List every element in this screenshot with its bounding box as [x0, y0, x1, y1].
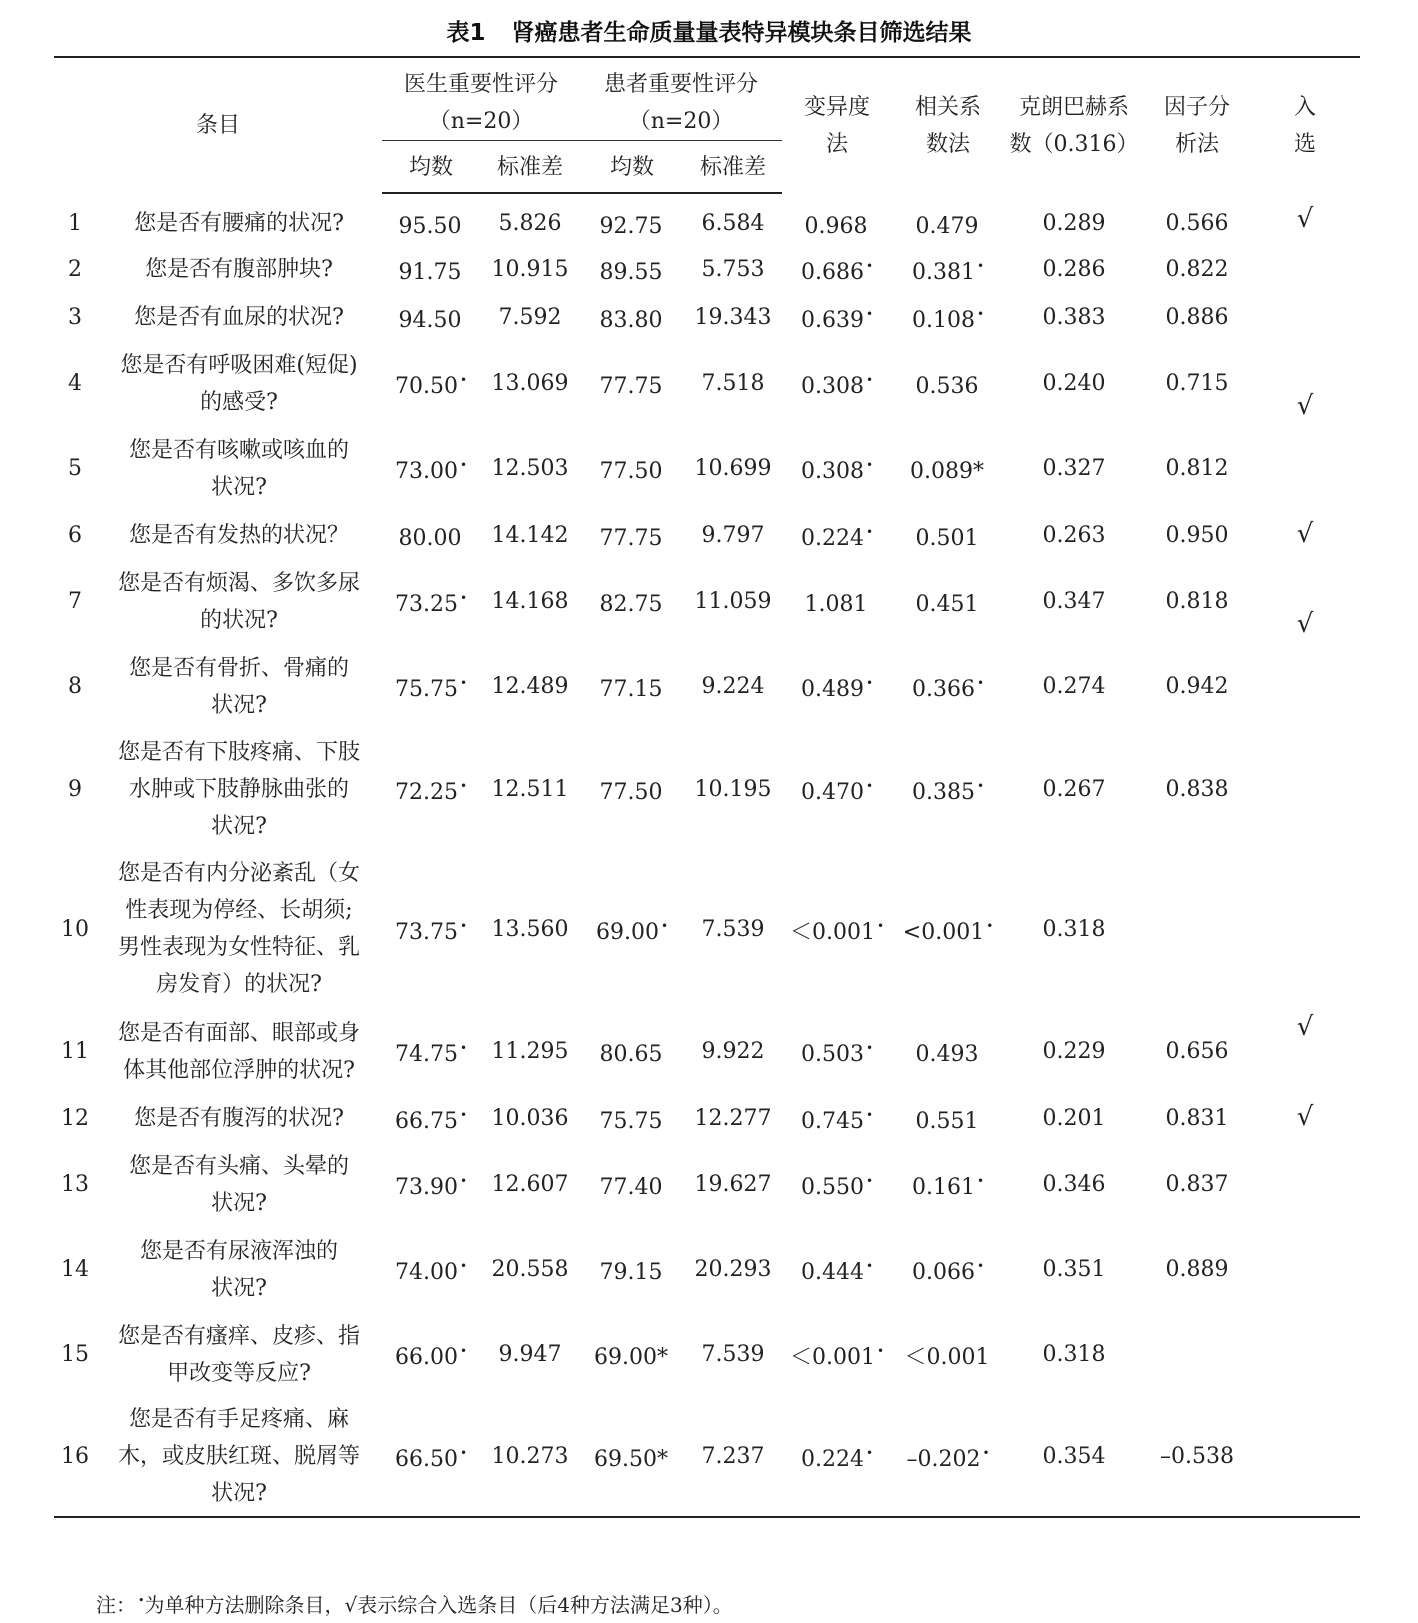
alpha-value: 0.346 — [1042, 1172, 1106, 1197]
patient-mean: 82.75 — [599, 592, 663, 617]
deletion-mark: • — [866, 1446, 874, 1460]
factor-value — [1144, 849, 1250, 1009]
header-cv: 变异度 法 — [804, 94, 871, 157]
alpha-value: 0.351 — [1042, 1257, 1106, 1282]
check-icon: √ — [1296, 609, 1314, 639]
table-row — [54, 341, 1360, 426]
check-icon: √ — [1296, 204, 1314, 234]
table-row — [54, 729, 1360, 849]
patient-mean: 92.75 — [599, 214, 663, 239]
patient-sd: 7.539 — [701, 916, 765, 942]
patient-mean: 80.65 — [599, 1042, 663, 1067]
deletion-mark: • — [459, 778, 468, 793]
doctor-mean: 74.75 • — [394, 1041, 468, 1067]
selected-mark — [1250, 559, 1360, 644]
deletion-mark: • — [459, 591, 468, 605]
table-row — [54, 644, 1360, 729]
note-mark: • — [138, 1594, 145, 1607]
selected-mark — [1250, 849, 1360, 1009]
selected-mark — [1250, 1142, 1360, 1227]
cv-value: 0.503 • — [801, 1041, 874, 1067]
cv-value: 0.686 • — [801, 258, 874, 285]
results-table — [54, 56, 1360, 1518]
corr-value: 0.108 • — [912, 306, 985, 333]
table-row — [54, 1397, 1360, 1517]
patient-sd: 9.922 — [701, 1039, 765, 1064]
patient-sd: 7.539 — [701, 1342, 765, 1367]
doctor-sd: 9.947 — [498, 1342, 562, 1367]
deletion-mark: • — [866, 1174, 874, 1188]
doctor-sd: 20.558 — [491, 1257, 569, 1282]
factor-value: 0.837 — [1165, 1172, 1229, 1197]
deletion-mark: • — [459, 1174, 468, 1188]
corr-value: 0.493 — [915, 1042, 979, 1067]
factor-value: 0.656 — [1165, 1039, 1229, 1064]
selected-mark — [1250, 245, 1360, 293]
deletion-mark: • — [866, 373, 874, 387]
corr-value: 0.066 • — [912, 1259, 985, 1285]
table-body — [54, 193, 1360, 1517]
item-text: 您是否有骨折、骨痛的 状况? — [129, 655, 350, 718]
alpha-value: 0.263 — [1042, 522, 1106, 548]
alpha-value: 0.347 — [1042, 589, 1106, 614]
cv-value: 0.224 • — [801, 1446, 874, 1472]
item-number: 15 — [61, 1342, 89, 1367]
doctor-sd: 12.489 — [491, 674, 569, 699]
deletion-mark: • — [866, 258, 874, 273]
doctor-sd: 10.273 — [491, 1444, 569, 1469]
corr-value: –0.202 • — [906, 1446, 990, 1472]
cv-value: 0.308 • — [801, 458, 874, 484]
patient-mean: 77.50 — [599, 459, 663, 484]
selected-mark — [1250, 1009, 1360, 1094]
cv-value: 0.639 • — [801, 306, 874, 333]
corr-value: 0.366 • — [912, 676, 985, 702]
doctor-sd: 12.511 — [491, 776, 569, 802]
doctor-mean: 73.75 • — [394, 918, 468, 945]
doctor-mean: 75.75 • — [394, 676, 468, 702]
doctor-mean: 70.50 • — [394, 373, 468, 399]
factor-value: 0.818 — [1165, 589, 1229, 614]
cv-value: ＜0.001 • — [790, 1344, 885, 1370]
alpha-value: 0.267 — [1042, 776, 1106, 802]
item-text: 您是否有咳嗽或咳血的 状况? — [129, 437, 350, 500]
alpha-value: 0.201 — [1042, 1105, 1106, 1131]
table-row — [54, 1094, 1360, 1142]
doctor-mean: 66.75 • — [394, 1107, 468, 1134]
alpha-value: 0.286 — [1042, 256, 1106, 282]
corr-value: 0.385 • — [912, 778, 985, 805]
corr-value: 0.161 • — [912, 1174, 985, 1200]
selected-mark — [1250, 1312, 1360, 1397]
corr-value: 0.451 — [915, 592, 979, 617]
factor-value — [1144, 1312, 1250, 1397]
patient-mean: 83.80 — [599, 307, 663, 333]
doctor-sd: 13.069 — [491, 371, 569, 396]
patient-sd: 9.797 — [701, 522, 765, 548]
item-number: 13 — [61, 1172, 89, 1197]
selected-mark — [1250, 644, 1360, 729]
item-text: 您是否有下肢疼痛、下肢 水肿或下肢静脉曲张的 状况? — [118, 739, 361, 839]
patient-mean: 77.75 — [599, 374, 663, 399]
patient-sd: 5.753 — [701, 256, 765, 282]
patient-sd: 10.195 — [694, 776, 772, 802]
selected-mark — [1250, 511, 1360, 559]
table-row — [54, 293, 1360, 341]
factor-value: –0.538 — [1160, 1444, 1235, 1469]
patient-sd: 11.059 — [694, 589, 772, 614]
patient-mean: 77.50 — [599, 779, 663, 805]
deletion-mark: • — [866, 524, 874, 539]
header-factor: 因子分 析法 — [1164, 94, 1231, 157]
patient-mean: 69.00 • — [596, 918, 669, 945]
table-row — [54, 1227, 1360, 1312]
table-row — [54, 1312, 1360, 1397]
item-number: 3 — [68, 304, 82, 330]
table-header — [54, 57, 1360, 193]
cv-value: 1.081 — [804, 592, 868, 617]
item-number: 4 — [68, 371, 82, 396]
alpha-value: 0.318 — [1042, 1342, 1106, 1367]
item-number: 8 — [68, 674, 82, 699]
doctor-sd: 10.036 — [491, 1105, 569, 1131]
header-alpha: 克朗巴赫系 数（0.316） — [1009, 94, 1139, 157]
selected-mark — [1250, 426, 1360, 511]
alpha-value: 0.274 — [1042, 674, 1106, 699]
item-text: 您是否有腹部肿块? — [145, 256, 333, 282]
factor-value: 0.831 — [1165, 1105, 1229, 1131]
selected-mark — [1250, 1397, 1360, 1517]
deletion-mark: • — [986, 918, 994, 933]
table-caption — [0, 14, 1418, 47]
table-row — [54, 1009, 1360, 1094]
patient-mean: 69.50* — [594, 1447, 669, 1472]
check-icon: √ — [1296, 519, 1314, 549]
doctor-mean: 66.50 • — [394, 1446, 468, 1472]
deletion-mark: • — [459, 458, 468, 472]
patient-sd: 19.343 — [694, 304, 772, 330]
cv-value: 0.745 • — [801, 1107, 874, 1134]
cv-value: 0.224 • — [801, 524, 874, 551]
deletion-mark: • — [866, 1041, 874, 1055]
alpha-value: 0.289 — [1042, 210, 1106, 236]
corr-value: ＜0.001 — [904, 1345, 990, 1370]
table-row — [54, 1142, 1360, 1227]
patient-mean: 75.75 — [599, 1108, 663, 1134]
item-number: 12 — [61, 1105, 89, 1131]
selected-mark — [1250, 729, 1360, 849]
table-title: 肾癌患者生命质量量表特异模块条目筛选结果 — [511, 20, 972, 46]
corr-value: 0.089* — [910, 459, 985, 484]
doctor-mean: 91.75 — [398, 259, 462, 285]
patient-mean: 77.75 — [599, 525, 663, 551]
header-doctor-mean: 均数 — [382, 141, 480, 194]
cv-value: ＜0.001 • — [790, 918, 885, 945]
patient-mean: 69.00* — [594, 1345, 669, 1370]
deletion-mark: • — [660, 918, 669, 933]
check-icon: √ — [1296, 1012, 1314, 1042]
deletion-mark: • — [977, 1259, 985, 1273]
item-text: 您是否有尿液浑浊的 状况? — [140, 1238, 339, 1301]
check-icon: √ — [1296, 1102, 1314, 1132]
deletion-mark: • — [977, 306, 985, 321]
factor-value: 0.889 — [1165, 1257, 1229, 1282]
doctor-sd: 14.168 — [491, 589, 569, 614]
factor-value: 0.715 — [1165, 371, 1229, 396]
factor-value: 0.822 — [1165, 256, 1229, 282]
header-selected: 入 选 — [1294, 94, 1317, 157]
corr-value: 0.501 — [915, 525, 979, 551]
selected-mark — [1250, 193, 1360, 245]
corr-value: 0.551 — [915, 1108, 979, 1134]
item-number: 7 — [68, 589, 82, 614]
alpha-value: 0.229 — [1042, 1039, 1106, 1064]
doctor-sd: 11.295 — [491, 1039, 569, 1064]
doctor-mean: 80.00 — [398, 525, 462, 551]
selected-mark — [1250, 293, 1360, 341]
note-prefix: 注： — [96, 1593, 136, 1617]
selected-mark — [1250, 341, 1360, 426]
table-row — [54, 559, 1360, 644]
deletion-mark: • — [866, 1259, 874, 1273]
table-note — [96, 1589, 733, 1618]
patient-sd: 6.584 — [701, 211, 765, 236]
header-patient-mean: 均数 — [580, 141, 684, 194]
table-row — [54, 849, 1360, 1009]
doctor-mean: 73.00 • — [394, 458, 468, 484]
table-row — [54, 193, 1360, 245]
doctor-mean: 94.50 — [398, 307, 462, 333]
item-number: 9 — [68, 776, 82, 802]
patient-mean: 79.15 — [599, 1260, 663, 1285]
deletion-mark: • — [459, 1107, 468, 1122]
deletion-mark: • — [877, 1344, 885, 1358]
corr-value: 0.536 — [915, 374, 979, 399]
doctor-mean: 73.25 • — [394, 591, 468, 617]
item-text: 您是否有头痛、头晕的 状况? — [129, 1153, 350, 1216]
doctor-mean: 95.50 — [398, 214, 462, 239]
deletion-mark: • — [459, 918, 468, 933]
deletion-mark: • — [977, 778, 985, 793]
deletion-mark: • — [459, 676, 468, 690]
item-text: 您是否有腰痛的状况? — [134, 210, 344, 236]
factor-value: 0.942 — [1165, 674, 1229, 699]
deletion-mark: • — [459, 1259, 468, 1273]
item-text: 您是否有腹泻的状况? — [134, 1105, 344, 1131]
doctor-mean: 66.00 • — [394, 1344, 468, 1370]
table-row — [54, 426, 1360, 511]
doctor-sd: 12.503 — [491, 456, 569, 481]
table-row — [54, 511, 1360, 559]
alpha-value: 0.327 — [1042, 456, 1106, 481]
factor-value: 0.950 — [1165, 522, 1229, 548]
corr-value: 0.381 • — [912, 258, 985, 285]
table-row — [54, 245, 1360, 293]
header-patient-group: 患者重要性评分 （n=20） — [580, 57, 782, 141]
deletion-mark: • — [866, 458, 874, 472]
header-patient-sd: 标准差 — [684, 141, 782, 194]
item-text: 您是否有烦渴、多饮多尿 的状况? — [118, 570, 361, 633]
deletion-mark: • — [459, 1041, 468, 1055]
patient-sd: 7.237 — [701, 1444, 765, 1469]
item-number: 5 — [68, 456, 82, 481]
factor-value: 0.812 — [1165, 456, 1229, 481]
note-text: 为单种方法删除条目，√表示综合入选条目（后4种方法满足3种）。 — [144, 1593, 733, 1617]
patient-sd: 7.518 — [701, 371, 765, 396]
item-number: 6 — [68, 522, 82, 548]
deletion-mark: • — [459, 1446, 468, 1460]
cv-value: 0.550 • — [801, 1174, 874, 1200]
alpha-value: 0.318 — [1042, 916, 1106, 942]
check-icon: √ — [1296, 391, 1314, 421]
deletion-mark: • — [877, 918, 885, 933]
header-item: 条目 — [196, 113, 241, 138]
item-text: 您是否有内分泌紊乱（女 性表现为停经、长胡须; 男性表现为女性特征、乳 房发育）的状况? — [118, 861, 361, 997]
doctor-sd: 10.915 — [491, 256, 569, 282]
item-number: 1 — [68, 210, 82, 236]
patient-sd: 20.293 — [694, 1257, 772, 1282]
doctor-sd: 7.592 — [498, 304, 562, 330]
factor-value: 0.566 — [1165, 210, 1229, 236]
cv-value: 0.489 • — [801, 676, 874, 702]
deletion-mark: • — [982, 1446, 990, 1460]
deletion-mark: • — [866, 306, 874, 321]
patient-mean: 89.55 — [599, 259, 663, 285]
item-text: 您是否有瘙痒、皮疹、指 甲改变等反应? — [118, 1323, 361, 1386]
doctor-sd: 14.142 — [491, 522, 569, 548]
patient-sd: 10.699 — [694, 456, 772, 481]
item-text: 您是否有发热的状况？ — [129, 522, 350, 548]
deletion-mark: • — [977, 676, 985, 690]
deletion-mark: • — [977, 258, 985, 273]
item-number: 16 — [61, 1444, 89, 1469]
cv-value: 0.968 — [804, 213, 868, 239]
item-number: 10 — [61, 916, 89, 942]
deletion-mark: • — [866, 1107, 874, 1122]
cv-value: 0.308 • — [801, 373, 874, 399]
item-text: 您是否有血尿的状况? — [134, 304, 344, 330]
doctor-sd: 13.560 — [491, 916, 569, 942]
item-text: 您是否有手足疼痛、麻 木，或皮肤红斑、脱屑等 状况? — [118, 1407, 361, 1506]
alpha-value: 0.383 — [1042, 304, 1106, 330]
patient-sd: 12.277 — [694, 1105, 772, 1131]
deletion-mark: • — [866, 778, 874, 793]
deletion-mark: • — [977, 1174, 985, 1188]
selected-mark — [1250, 1227, 1360, 1312]
patient-sd: 9.224 — [701, 674, 765, 699]
cv-value: 0.444 • — [801, 1259, 874, 1285]
doctor-mean: 73.90 • — [394, 1174, 468, 1200]
doctor-mean: 74.00 • — [394, 1259, 468, 1285]
header-doctor-group: 医生重要性评分 （n=20） — [382, 57, 580, 141]
item-text: 您是否有呼吸困难(短促) 的感受? — [120, 352, 358, 415]
patient-sd: 19.627 — [694, 1172, 772, 1197]
doctor-sd: 12.607 — [491, 1172, 569, 1197]
table-number: 表1 — [446, 20, 486, 46]
item-number: 2 — [68, 256, 82, 282]
item-text: 您是否有面部、眼部或身 体其他部位浮肿的状况? — [118, 1020, 361, 1083]
item-number: 14 — [61, 1257, 89, 1282]
doctor-sd: 5.826 — [498, 211, 562, 236]
deletion-mark: • — [459, 1344, 468, 1358]
selected-mark — [1250, 1094, 1360, 1142]
corr-value: <0.001 • — [902, 918, 994, 945]
header-corr: 相关系 数法 — [915, 94, 982, 157]
item-number: 11 — [61, 1039, 89, 1064]
alpha-value: 0.354 — [1042, 1444, 1106, 1469]
patient-mean: 77.15 — [599, 677, 663, 702]
deletion-mark: • — [866, 676, 874, 690]
header-doctor-sd: 标准差 — [480, 141, 580, 194]
deletion-mark: • — [459, 373, 468, 387]
corr-value: 0.479 — [915, 213, 979, 239]
factor-value: 0.838 — [1165, 776, 1229, 802]
cv-value: 0.470 • — [801, 778, 874, 805]
factor-value: 0.886 — [1165, 304, 1229, 330]
patient-mean: 77.40 — [599, 1175, 663, 1200]
doctor-mean: 72.25 • — [394, 778, 468, 805]
alpha-value: 0.240 — [1042, 371, 1106, 396]
